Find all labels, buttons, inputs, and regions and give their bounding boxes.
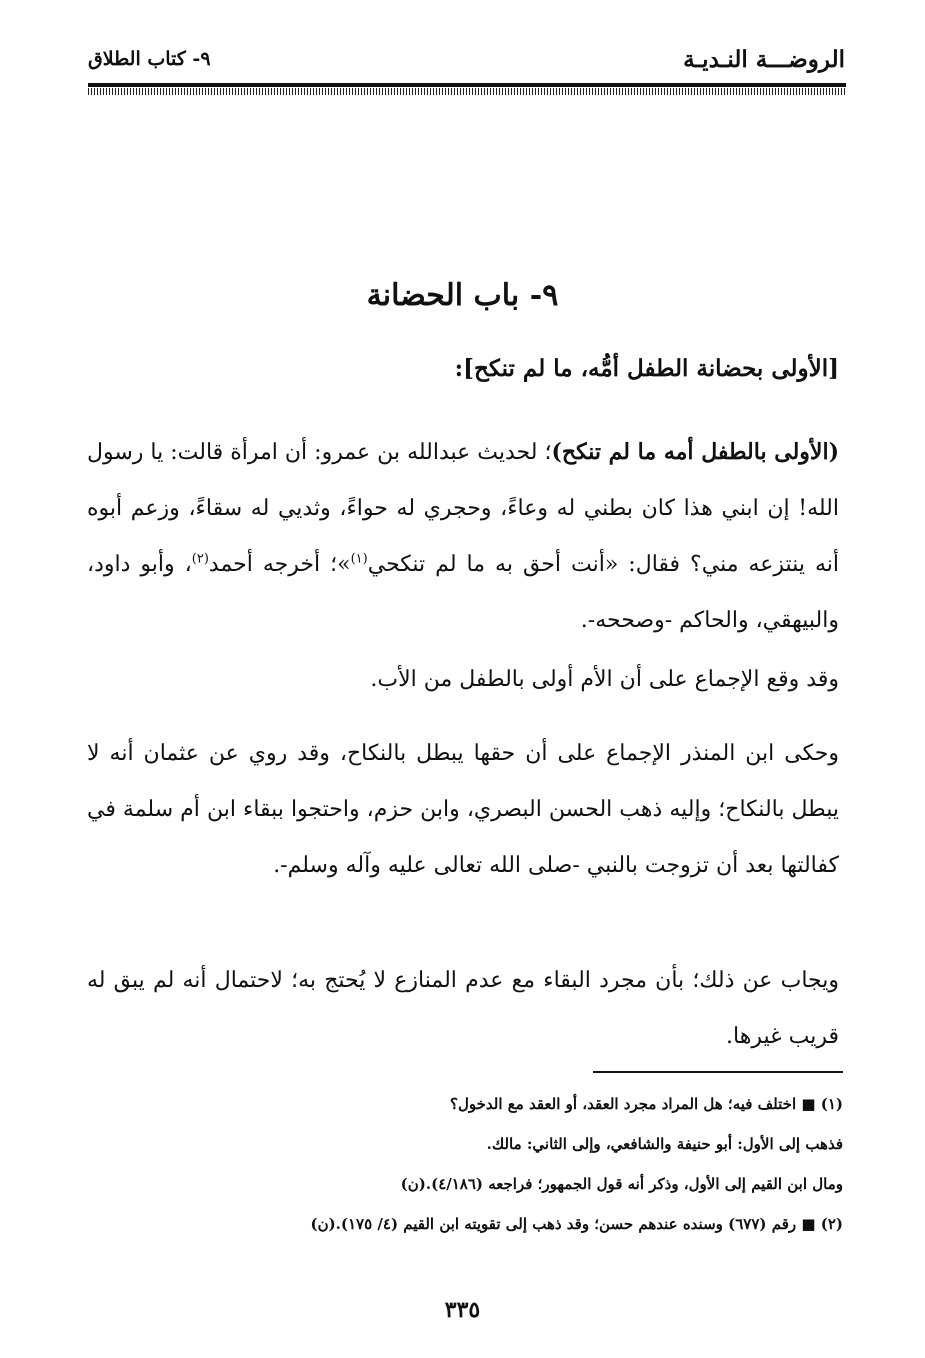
chapter-title: ٩- باب الحضانة [366,278,559,313]
header-rule [88,83,846,87]
running-header-section-title: ٩- كتاب الطلاق [88,48,211,70]
paragraph-2: وقد وقع الإجماع على أن الأم أولى بالطفل من الأب. [370,667,839,692]
footnote-ref-1: (١) [350,551,368,567]
footnote-ref-2: (٢) [191,551,209,567]
footnote-1-line-2: فذهب إلى الأول: أبو حنيفة والشافعي، وإلى الثاني: مالك. [486,1135,843,1153]
header-rule-pattern [88,88,846,95]
paragraph-1-text-a: ؛ لحديث عبدالله بن عمرو: أن امرأة قالت: يا رسول الله! إن ابني هذا كان بطني له وعاءً، وحجري له حواءً، وثديي له سقاءً، وزعم أبوه أنه ينتزعه مني؟ فقال: «أنت أحق به ما لم تنكحي [87,440,839,577]
running-header-book-title: الروضـــة النـديـة [683,46,845,73]
footnote-1: (١) ■ اختلف فيه؛ هل المراد مجرد العقد، أو العقد مع الدخول؟ [450,1095,843,1113]
footnote-separator [593,1071,843,1073]
paragraph-1-text-c: ، وأبو داود، والبيهقي، والحاكم -وصححه-. [87,552,839,633]
paragraph-1-bold-lead: (الأولى بالطفل أمه ما لم تنكح) [551,439,839,465]
paragraph-1-text-b: »؛ أخرجه أحمد [208,552,351,577]
paragraph-4: ويجاب عن ذلك؛ بأن مجرد البقاء مع عدم المنازع لا يُحتج به؛ لاحتمال أنه لم يبق له قريب غيرها. [87,968,839,1049]
paragraph-3: وحكى ابن المنذر الإجماع على أن حقها يبطل بالنكاح، وقد روي عن عثمان أنه لا يبطل بالنكاح؛ وإليه ذهب الحسن البصري، وابن حزم، واحتجوا ببقاء ابن أم سلمة في كفالتها بعد أن تزوجت بالنبي -صلى الله تعالى عليه وآله وسلم-. [87,741,839,878]
footnote-2: (٢) ■ رقم (٦٧٧) وسنده عندهم حسن؛ وقد ذهب إلى تقويته ابن القيم (٤/ ١٧٥).(ن) [310,1215,843,1233]
footnote-1-line-3: ومال ابن القيم إلى الأول، وذكر أنه قول الجمهور؛ فراجعه (٤/١٨٦).(ن) [400,1175,843,1193]
section-subtitle: [الأولى بحضانة الطفل أمُّه، ما لم تنكح]: [454,355,839,382]
paragraph-1 [87,424,839,649]
page-number: ٣٣٥ [444,1297,481,1323]
